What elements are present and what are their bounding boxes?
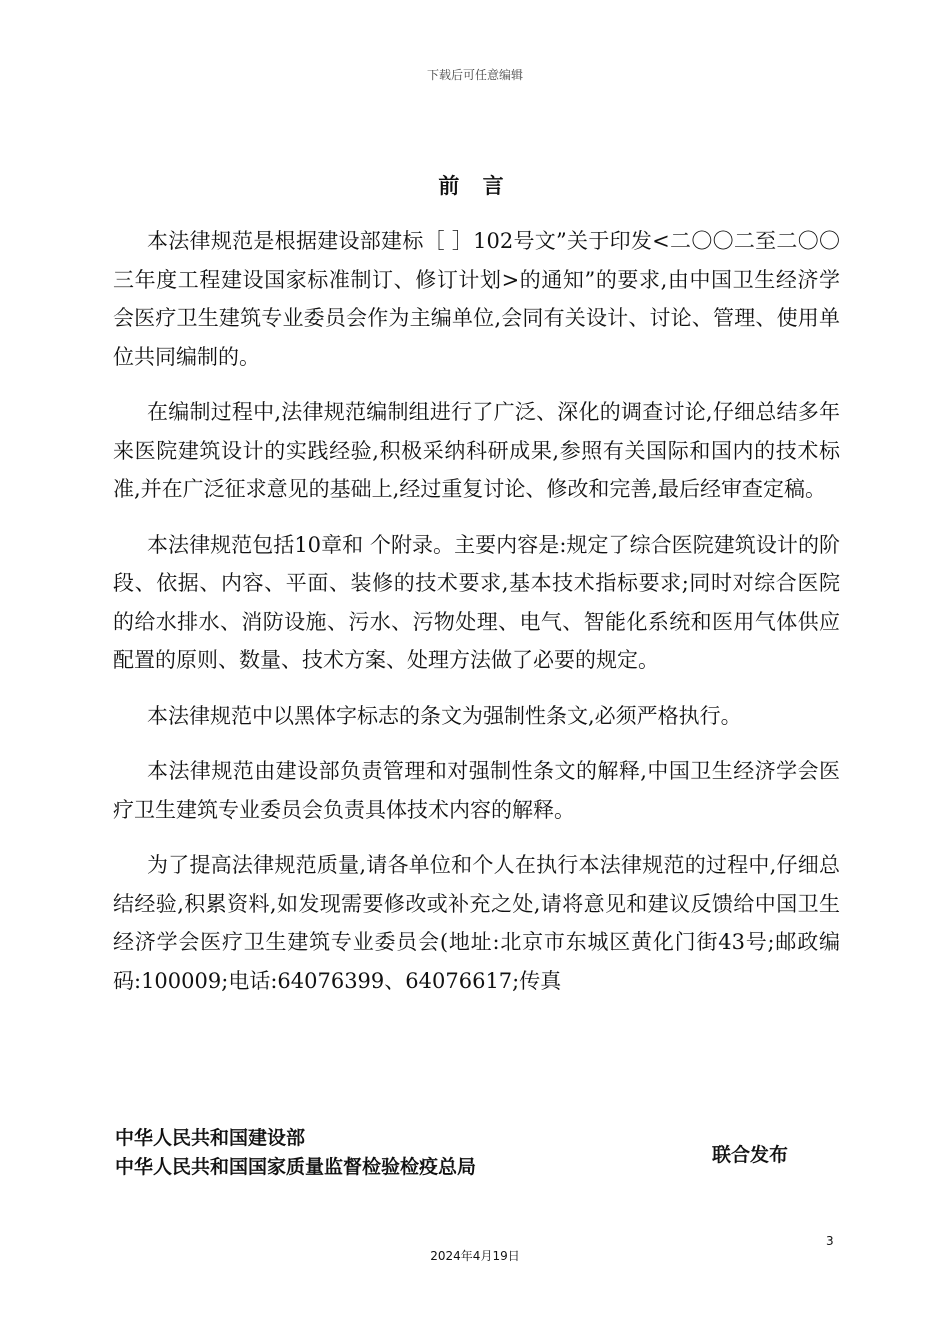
paragraph: 本法律规范中以黑体字标志的条文为强制性条文,必须严格执行。 [147, 703, 742, 728]
publisher-name: 中华人民共和国国家质量监督检验检疫总局 [115, 1156, 477, 1178]
header-note: 下载后可任意编辑 [426, 68, 523, 82]
paragraph: 为了提高法律规范质量,请各单位和个人在执行本法律规范的过程中,仔细总结经验,积累资料,如发现需要修改或补充之处,请将意见和建议反馈给中国卫生经济学会医疗卫生建筑专业委员会(地址:北京市东城区黄化门街43号;邮政编码:100009;电话:64076399、64076617;传真 [113, 853, 840, 993]
paragraph: 本法律规范由建设部负责管理和对强制性条文的解释,中国卫生经济学会医疗卫生建筑专业委员会负责具体技术内容的解释。 [113, 759, 840, 822]
body-text [113, 222, 840, 1017]
paragraph: 本法律规范是根据建设部建标［ ］102号文”关于印发<二〇〇二至二〇〇三年度工程建设国家标准制订、修订计划>的通知”的要求,由中国卫生经济学会医疗卫生建筑专业委员会作为主编单位,会同有关设计、讨论、管理、使用单位共同编制的。 [113, 229, 840, 369]
footer-date: 2024年4月19日 [430, 1249, 520, 1263]
page-title: 前 言 [438, 174, 512, 198]
page-number: 3 [826, 1234, 834, 1248]
paragraph: 本法律规范包括10章和 个附录。主要内容是:规定了综合医院建筑设计的阶段、依据、内容、平面、装修的技术要求,基本技术指标要求;同时对综合医院的给水排水、消防设施、污水、污物处理、电气、智能化系统和医用气体供应配置的原则、数量、技术方案、处理方法做了必要的规定。 [113, 532, 840, 672]
publisher-name: 中华人民共和国建设部 [115, 1127, 306, 1149]
publishers [115, 1124, 476, 1182]
paragraph: 在编制过程中,法律规范编制组进行了广泛、深化的调查讨论,仔细总结多年来医院建筑设计的实践经验,积极采纳科研成果,参照有关国际和国内的技术标准,并在广泛征求意见的基础上,经过重复讨论、修改和完善,最后经审查定稿。 [113, 400, 840, 501]
joint-release-label: 联合发布 [712, 1144, 789, 1166]
